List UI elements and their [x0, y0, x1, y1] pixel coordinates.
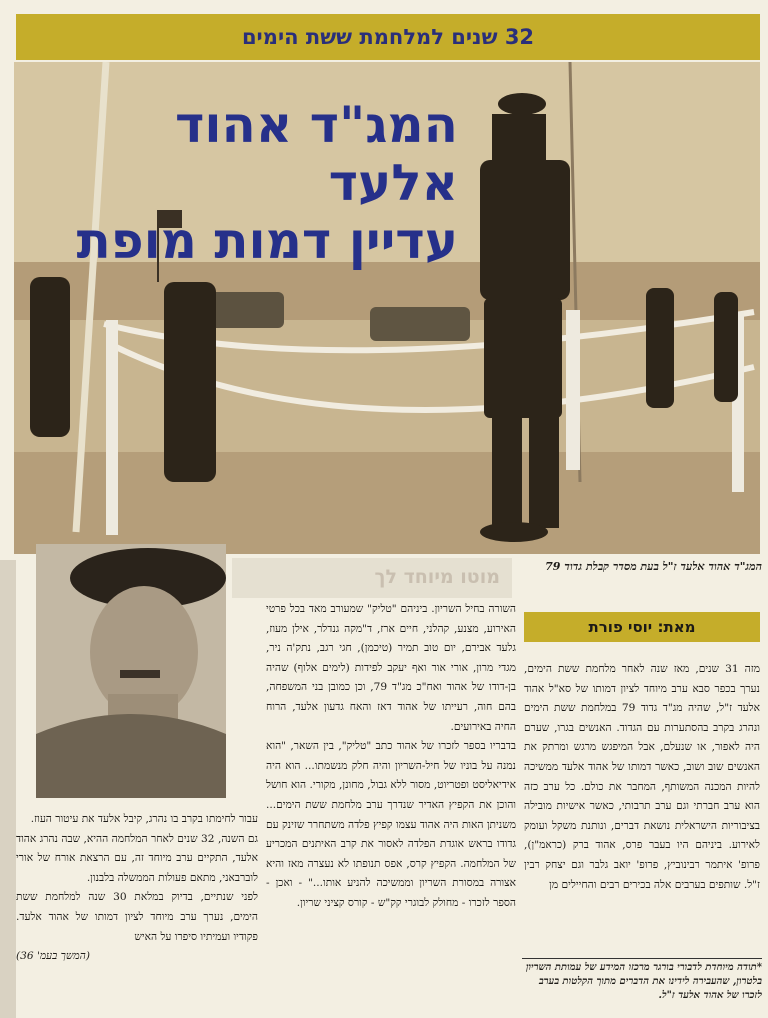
- ad-text: מוטו מיוחד לך: [374, 566, 500, 588]
- photo-caption: המג"ד אהוד אלעד ז"ל בעת מסדר קבלת גדוד 79: [545, 560, 762, 573]
- officer-portrait-illustration: [36, 544, 226, 798]
- paragraph: גם השנה, 32 שנים לאחר המלחמה ההיא, שבה נהרג אהוד אלעד, התקיים ערב מיוחד זה, עם הרצאת אורח של אורי לוברבאני, מתאם פעולות הממשלה בלבנון.: [16, 832, 258, 884]
- paragraph: לפני שנתיים, בדיוק במלאת 30 שנה למלחמת ששת הימים, נערך ערב מיוחד לציון דמותו של אהוד אלעד. פקודיו ועמיתיו סיפרו על האיש: [16, 891, 258, 943]
- article-column-middle: [266, 600, 516, 914]
- continuation-note: (המשך בעמ' 36): [16, 950, 90, 963]
- article-column-left: [16, 810, 258, 967]
- page-margin-strip: [0, 560, 16, 1018]
- paragraph: בדבריו בספר לזכרו של אהוד כתב "טליק", בין השאר, "הוא נמנה על בוניו של חיל-השריון והיה חלק מנשמתו... הוא היה אידיאליסט ופטריוט, מסור ללא גבול, מחונן, מקורי. הוא חושל והוכן את הקפיץ האדיר שנדרך ערב מלחמת ששת הימים... משניתן האות היה אהוד עצמו קפיץ פלדה משתחרר שזינק עם גדודו בראש אוגדת הפלדה לאסור את קרב האיתנים המכריע של המלחמה. הקפיץ קרס, אפס תנופתו לא נעצרה מאז והיא אצורה במסורת השריון וממשיכה להניע אותו..." - ואכן - הספר לזכרו - מחולק לבוגרי קק"ש - קורס קציני שריון.: [266, 740, 516, 909]
- footnote: *תודה מיוחדת לדבורי בורגר מרכזו המידע של עמותת השריון בלטרון, שהעבירה לידינו את הדברים מתוך הקלטות בערב לזכרו של אהוד אלעד ז"ל.: [522, 958, 762, 1003]
- headline-line-2: עדיין דמות מופת: [76, 212, 458, 270]
- banner-title: 32 שנים למלחמת ששת הימים: [241, 25, 535, 49]
- background-ad-fragment: [232, 558, 512, 598]
- paragraph: מזה 31 שנים, מאז שנה לאחר מלחמת ששת הימים, נערך בכפר סבא ערב מיוחד לציון דמותו של סא"ל אהוד אלעד ז"ל, שהיה מג"ד גדוד 79 במלחמת ששת הימים ונהרג בקרב בהסתערות עם הגדוד. האנשים בגרו, שערם היה לאפור, או שנעלם, אבל המיפגש מרגש ומרתק את האנשים שוב ושוב, כאשר דמותו של אהוד אלעד ממשיכה להיות המכנה המשותף, המחבר את כולם. כל ערב כזה הוא ערב חברתי וגם ערב תרבותי, כאשר אישיות מובילה בציבוריות הישראלית נושאת דברים, ונותנת משקל ועומק לאירוע. ביניהם היו בעבר פרס, אהוד ברק (כראמ"ן), פרופ' איתמר רבינוביץ, פרופ' יואב גלבר וגם יצחק רבין ז"ל. שותפים בערבים אלה בכירים רבים והחיילים מן: [524, 663, 760, 891]
- paragraph: השורה בחיל השריון. ביניהם "טליק" שמעורב מאד בכל פרטי האירוע, מצנע, קהלני, חיים ארז, ד"מקה גנדלר, אילן מעוז, גלעד אבירם, יום טוב תמיר (טיכמן), חגי רגב, נתק'ה ניר, מגדי מרון, אורי אור ואף יעקב לפידות (לימים אלוף) שהיה בן-דודו של אהוד ואח"כ מג"ד 79, וכן כמובן בני המשפחה, בהם חוה, רעייתו של אהוד דאז והאח גדעון אלעד, הרוח החיה באירועים.: [266, 603, 516, 733]
- portrait-photo: [36, 544, 226, 798]
- section-banner: [16, 14, 760, 60]
- byline-box: [524, 612, 760, 642]
- article-headline: [38, 96, 458, 270]
- paragraph: עבור לחימתו בקרב בו נהרג, קיבל אלעד את עיטור העוז.: [30, 813, 258, 825]
- headline-line-1: המג"ד אהוד אלעד: [174, 96, 458, 212]
- author-name: מאת: יוסי פורת: [588, 618, 696, 636]
- article-column-right: [524, 660, 760, 895]
